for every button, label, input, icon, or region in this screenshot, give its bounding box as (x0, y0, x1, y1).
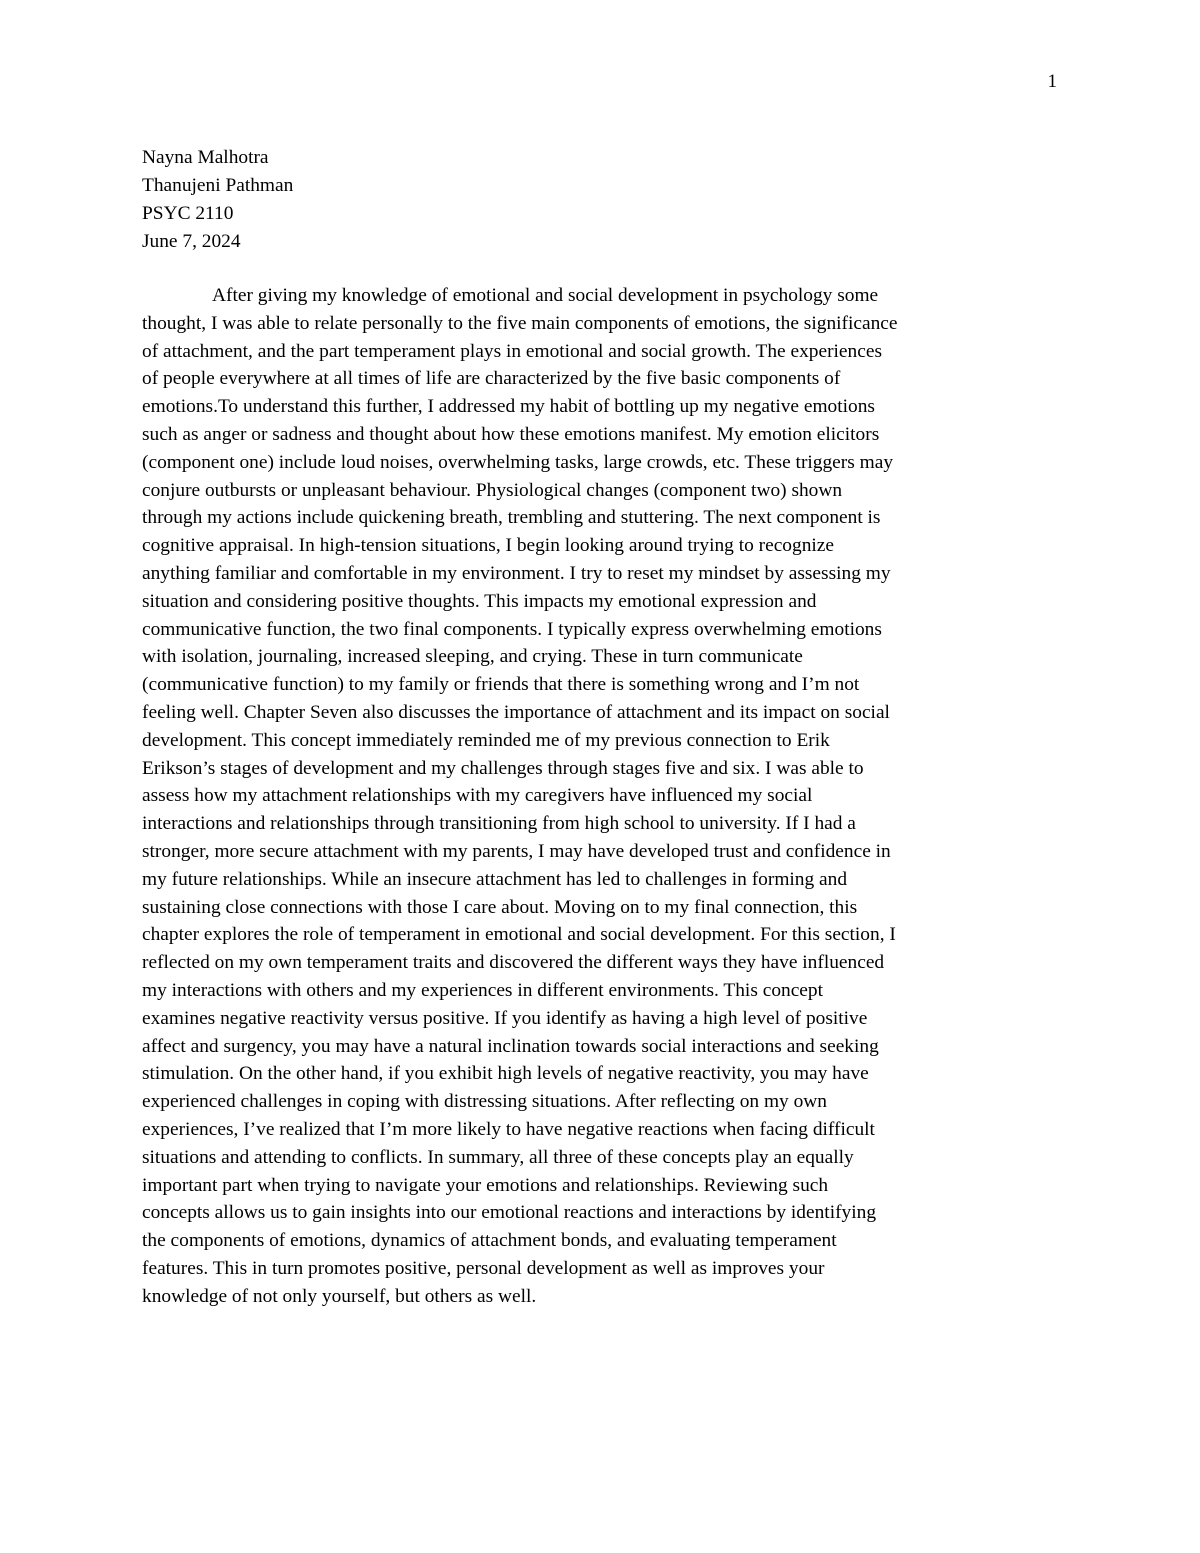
page-number: 1 (1047, 71, 1057, 92)
paragraph-line: knowledge of not only yourself, but others as well. (142, 1285, 537, 1307)
paragraph-line: the components of emotions, dynamics of attachment bonds, and evaluating temperament (142, 1230, 837, 1252)
paragraph-line: through my actions include quickening breath, trembling and stuttering. The next component is (142, 507, 881, 529)
paragraph-line: of people everywhere at all times of life are characterized by the five basic components of (142, 368, 841, 390)
paragraph-line: examines negative reactivity versus positive. If you identify as having a high level of positive (142, 1007, 868, 1029)
paragraph-line: stronger, more secure attachment with my parents, I may have developed trust and confidence in (142, 840, 891, 862)
paragraph-line: feeling well. Chapter Seven also discusses the importance of attachment and its impact on social (142, 701, 890, 723)
paragraph-line: concepts allows us to gain insights into our emotional reactions and interactions by identifying (142, 1202, 877, 1224)
paragraph-line: with isolation, journaling, increased sleeping, and crying. These in turn communicate (142, 646, 803, 668)
student-name: Nayna Malhotra (142, 147, 269, 168)
paragraph-line: such as anger or sadness and thought about how these emotions manifest. My emotion elicitors (142, 423, 880, 445)
course-code: PSYC 2110 (142, 203, 234, 224)
paragraph-line: affect and surgency, you may have a natural inclination towards social interactions and seeking (142, 1035, 879, 1057)
paragraph-line: my future relationships. While an insecure attachment has led to challenges in forming and (142, 868, 848, 890)
paragraph-line: anything familiar and comfortable in my environment. I try to reset my mindset by assessing my (142, 562, 891, 584)
paragraph-line: conjure outbursts or unpleasant behaviour. Physiological changes (component two) shown (142, 479, 843, 501)
paragraph-line: of attachment, and the part temperament plays in emotional and social growth. The experiences (142, 340, 882, 362)
paragraph-line: situation and considering positive thoughts. This impacts my emotional expression and (142, 590, 817, 612)
paragraph-line: Erikson’s stages of development and my challenges through stages five and six. I was able to (142, 757, 864, 779)
header-block (142, 144, 293, 256)
paragraph-line: communicative function, the two final components. I typically express overwhelming emotions (142, 618, 882, 640)
paragraph-line: experienced challenges in coping with distressing situations. After reflecting on my own (142, 1091, 827, 1113)
body-paragraph (142, 282, 1062, 1310)
paragraph-line: interactions and relationships through transitioning from high school to university. If I had a (142, 813, 856, 835)
paragraph-line: sustaining close connections with those I care about. Moving on to my final connection, this (142, 896, 858, 918)
paragraph-line: cognitive appraisal. In high-tension situations, I begin looking around trying to recognize (142, 535, 834, 557)
paragraph-line: chapter explores the role of temperament in emotional and social development. For this section, I (142, 924, 896, 946)
document-date: June 7, 2024 (142, 231, 241, 252)
paragraph-line: important part when trying to navigate your emotions and relationships. Reviewing such (142, 1174, 829, 1196)
paragraph-line: reflected on my own temperament traits and discovered the different ways they have influenced (142, 952, 885, 974)
paragraph-line: stimulation. On the other hand, if you exhibit high levels of negative reactivity, you may have (142, 1063, 869, 1085)
paragraph-line: development. This concept immediately reminded me of my previous connection to Erik (142, 729, 830, 751)
paragraph-line: features. This in turn promotes positive, personal development as well as improves your (142, 1257, 825, 1279)
paragraph-line: my interactions with others and my experiences in different environments. This concept (142, 979, 824, 1001)
paragraph-line: situations and attending to conflicts. In summary, all three of these concepts play an equally (142, 1146, 854, 1168)
paragraph-line: thought, I was able to relate personally to the five main components of emotions, the significance (142, 312, 898, 334)
paragraph-line: emotions.To understand this further, I addressed my habit of bottling up my negative emotions (142, 396, 875, 418)
paragraph-line: assess how my attachment relationships with my caregivers have influenced my social (142, 785, 813, 807)
paragraph-line: (component one) include loud noises, overwhelming tasks, large crowds, etc. These triggers may (142, 451, 894, 473)
paragraph-line: After giving my knowledge of emotional and social development in psychology some (212, 285, 879, 306)
instructor-name: Thanujeni Pathman (142, 175, 294, 196)
paragraph-line: experiences, I’ve realized that I’m more likely to have negative reactions when facing difficult (142, 1118, 875, 1140)
paragraph-line: (communicative function) to my family or friends that there is something wrong and I’m not (142, 674, 860, 696)
